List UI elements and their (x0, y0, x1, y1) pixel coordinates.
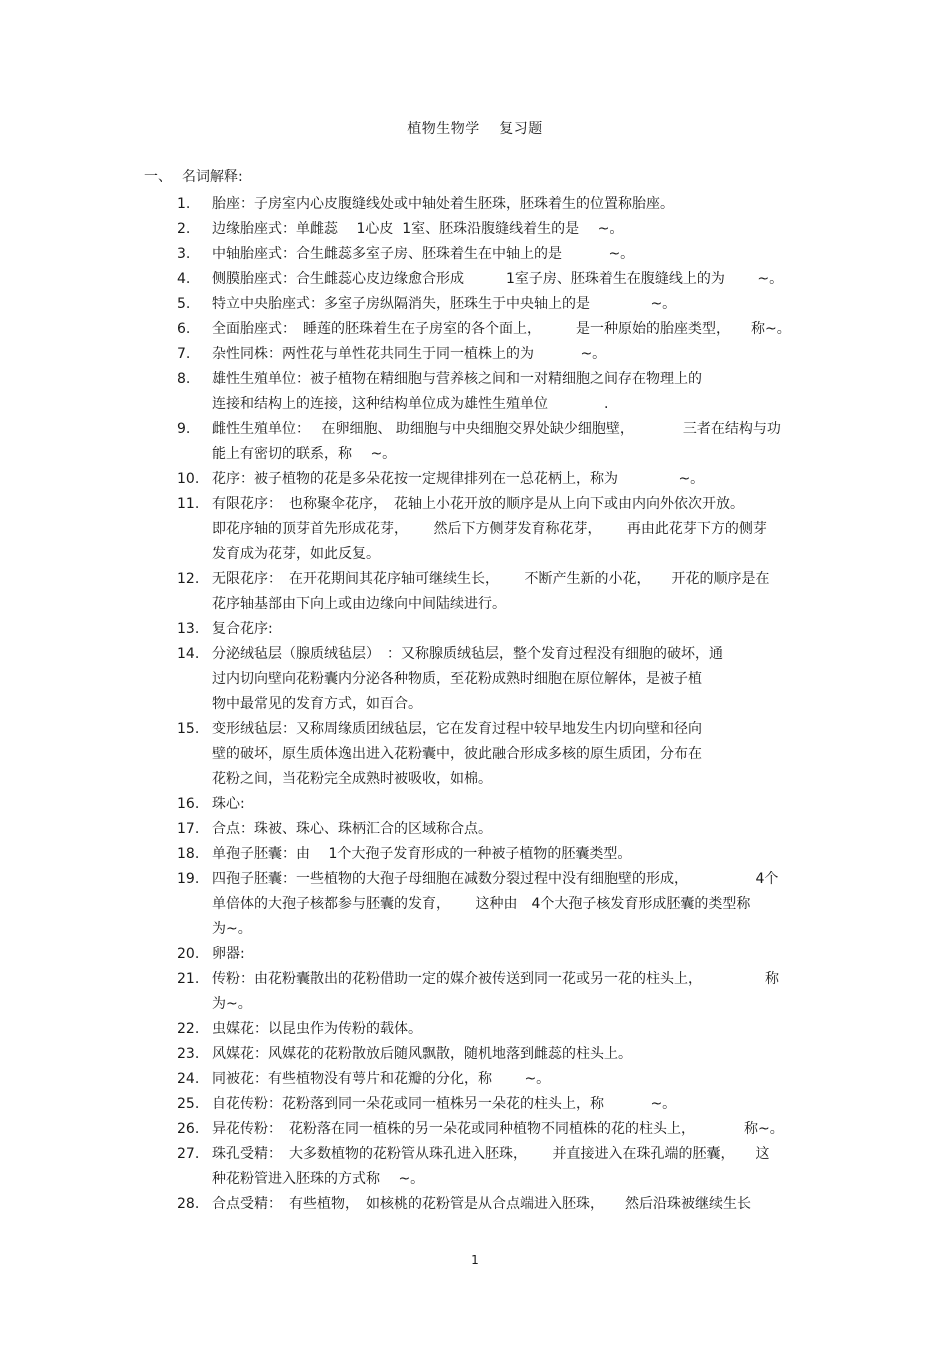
item-text (212, 367, 812, 417)
item-text-line: 四孢子胚囊：一些植物的大孢子母细胞在减数分裂过程中没有细胞壁的形成， 4个 (212, 871, 779, 887)
item-text (212, 642, 812, 717)
item-number: 27. (177, 1146, 200, 1162)
item-text (212, 1017, 812, 1042)
list-item (0, 867, 950, 942)
list-item (0, 642, 950, 717)
term-list (0, 192, 950, 1217)
item-text-line: 无限花序： 在开花期间其花序轴可继续生长， 不断产生新的小花， 开花的顺序是在 (212, 571, 770, 587)
item-text-line: 单倍体的大孢子核都参与胚囊的发育， 这种由 4个大孢子核发育形成胚囊的类型称 (212, 896, 751, 912)
page-number: 1 (471, 1253, 479, 1267)
item-number: 4. (177, 271, 191, 287)
item-text-line: 单孢子胚囊：由 1个大孢子发育形成的一种被子植物的胚囊类型。 (212, 846, 632, 862)
item-text (212, 317, 812, 342)
item-text (212, 567, 812, 617)
item-text-line: 自花传粉：花粉落到同一朵花或同一植株另一朵花的柱头上，称 ~。 (212, 1096, 677, 1112)
item-text (212, 817, 812, 842)
item-text-line: 雄性生殖单位：被子植物在精细胞与营养核之间和一对精细胞之间存在物理上的 (212, 371, 702, 387)
item-number: 8. (177, 371, 191, 387)
item-text (212, 792, 812, 817)
list-item (0, 567, 950, 617)
item-text (212, 267, 812, 292)
item-text-line: 卵器: (212, 946, 245, 962)
item-number: 23. (177, 1046, 200, 1062)
item-text (212, 417, 812, 467)
item-text-line: 为~。 (212, 996, 252, 1012)
list-item (0, 817, 950, 842)
item-number: 1. (177, 196, 191, 212)
item-text-line: 中轴胎座式：合生雌蕊多室子房、胚珠着生在中轴上的是 ~。 (212, 246, 635, 262)
list-item (0, 617, 950, 642)
item-text-line: 壁的破坏，原生质体逸出进入花粉囊中，彼此融合形成多核的原生质团，分布在 (212, 746, 702, 762)
item-number: 15. (177, 721, 200, 737)
item-text-line: 分泌绒毡层（腺质绒毡层） ：又称腺质绒毡层，整个发育过程没有细胞的破坏，通 (212, 646, 723, 662)
list-item (0, 1092, 950, 1117)
item-text-line: 种花粉管进入胚珠的方式称 ~。 (212, 1171, 425, 1187)
item-number: 10. (177, 471, 200, 487)
item-text-line: 连接和结构上的连接，这种结构单位成为雄性生殖单位 . (212, 396, 609, 412)
item-number: 6. (177, 321, 191, 337)
item-text-line: 侧膜胎座式：合生雌蕊心皮边缘愈合形成 1室子房、胚珠着生在腹缝线上的为 ~。 (212, 271, 784, 287)
item-text-line: 发育成为花芽，如此反复。 (212, 546, 380, 562)
item-number: 9. (177, 421, 191, 437)
item-text (212, 1142, 812, 1192)
list-item (0, 467, 950, 492)
item-text (212, 342, 812, 367)
item-text-line: 有限花序： 也称聚伞花序， 花轴上小花开放的顺序是从上向下或由内向外依次开放。 (212, 496, 744, 512)
item-text-line: 过内切向壁向花粉囊内分泌各种物质，至花粉成熟时细胞在原位解体，是被子植 (212, 671, 702, 687)
list-item (0, 192, 950, 217)
item-text-line: 为~。 (212, 921, 252, 937)
list-item (0, 717, 950, 792)
item-text-line: 传粉：由花粉囊散出的花粉借助一定的媒介被传送到同一花或另一花的柱头上， 称 (212, 971, 779, 987)
item-text (212, 1042, 812, 1067)
document-title: 植物生物学 复习题 (407, 121, 543, 137)
list-item (0, 317, 950, 342)
list-item (0, 1192, 950, 1217)
item-text (212, 217, 812, 242)
item-number: 28. (177, 1196, 200, 1212)
item-text-line: 花序轴基部由下向上或由边缘向中间陆续进行。 (212, 596, 506, 612)
section-heading (144, 167, 243, 187)
item-text (212, 492, 812, 567)
item-number: 17. (177, 821, 200, 837)
list-item (0, 942, 950, 967)
item-text (212, 1067, 812, 1092)
item-text-line: 合点受精： 有些植物， 如核桃的花粉管是从合点端进入胚珠， 然后沿珠被继续生长 (212, 1196, 751, 1212)
item-number: 25. (177, 1096, 200, 1112)
item-number: 13. (177, 621, 200, 637)
item-text-line: 同被花：有些植物没有萼片和花瓣的分化，称 ~。 (212, 1071, 551, 1087)
list-item (0, 1017, 950, 1042)
list-item (0, 1142, 950, 1192)
item-text (212, 717, 812, 792)
item-text-line: 变形绒毡层：又称周缘质团绒毡层，它在发育过程中较早地发生内切向壁和径向 (212, 721, 702, 737)
item-text-line: 杂性同株：两性花与单性花共同生于同一植株上的为 ~。 (212, 346, 607, 362)
item-text (212, 942, 812, 967)
item-text-line: 全面胎座式： 睡莲的胚珠着生在子房室的各个面上， 是一种原始的胎座类型， 称~。 (212, 321, 791, 337)
item-number: 12. (177, 571, 200, 587)
list-item (0, 492, 950, 567)
list-item (0, 342, 950, 367)
list-item (0, 367, 950, 417)
item-number: 11. (177, 496, 200, 512)
list-item (0, 267, 950, 292)
item-number: 16. (177, 796, 200, 812)
list-item (0, 242, 950, 267)
item-text-line: 物中最常见的发育方式，如百合。 (212, 696, 422, 712)
item-text-line: 特立中央胎座式：多室子房纵隔消失，胚珠生于中央轴上的是 ~。 (212, 296, 677, 312)
item-text-line: 能上有密切的联系，称 ~。 (212, 446, 397, 462)
list-item (0, 1117, 950, 1142)
item-number: 3. (177, 246, 191, 262)
item-text-line: 虫媒花：以昆虫作为传粉的载体。 (212, 1021, 422, 1037)
item-number: 18. (177, 846, 200, 862)
item-text (212, 292, 812, 317)
item-number: 2. (177, 221, 191, 237)
item-number: 7. (177, 346, 191, 362)
item-text (212, 617, 812, 642)
list-item (0, 792, 950, 817)
list-item (0, 1067, 950, 1092)
section-title: 名词解释: (182, 169, 243, 185)
item-text-line: 胎座：子房室内心皮腹缝线处或中轴处着生胚珠，胚珠着生的位置称胎座。 (212, 196, 674, 212)
list-item (0, 292, 950, 317)
item-text-line: 珠孔受精： 大多数植物的花粉管从珠孔进入胚珠， 并直接进入在珠孔端的胚囊， 这 (212, 1146, 770, 1162)
item-text (212, 242, 812, 267)
item-text (212, 467, 812, 492)
item-number: 5. (177, 296, 191, 312)
item-number: 26. (177, 1121, 200, 1137)
item-text (212, 842, 812, 867)
list-item (0, 1042, 950, 1067)
item-number: 14. (177, 646, 200, 662)
item-text-line: 雌性生殖单位： 在卵细胞、 助细胞与中央细胞交界处缺少细胞壁， 三者在结构与功 (212, 421, 781, 437)
item-text-line: 合点：珠被、珠心、珠柄汇合的区域称合点。 (212, 821, 492, 837)
item-text (212, 1192, 812, 1217)
item-text (212, 1092, 812, 1117)
item-text-line: 异花传粉： 花粉落在同一植株的另一朵花或同种植物不同植株的花的柱头上， 称~。 (212, 1121, 784, 1137)
item-text (212, 192, 812, 217)
item-number: 22. (177, 1021, 200, 1037)
item-text (212, 1117, 812, 1142)
item-text-line: 珠心: (212, 796, 245, 812)
item-text-line: 即花序轴的顶芽首先形成花芽， 然后下方侧芽发育称花芽， 再由此花芽下方的侧芽 (212, 521, 767, 537)
item-number: 21. (177, 971, 200, 987)
item-number: 24. (177, 1071, 200, 1087)
list-item (0, 967, 950, 1017)
list-item (0, 217, 950, 242)
item-number: 20. (177, 946, 200, 962)
item-text-line: 复合花序: (212, 621, 273, 637)
item-text-line: 边缘胎座式：单雌蕊 1心皮 1室、胚珠沿腹缝线着生的是 ~。 (212, 221, 624, 237)
section-number: 一、 (144, 169, 172, 185)
item-number: 19. (177, 871, 200, 887)
list-item (0, 842, 950, 867)
item-text-line: 花序：被子植物的花是多朵花按一定规律排列在一总花柄上，称为 ~。 (212, 471, 705, 487)
list-item (0, 417, 950, 467)
item-text (212, 967, 812, 1017)
item-text (212, 867, 812, 942)
item-text-line: 风媒花：风媒花的花粉散放后随风飘散，随机地落到雌蕊的柱头上。 (212, 1046, 632, 1062)
item-text-line: 花粉之间，当花粉完全成熟时被吸收，如棉。 (212, 771, 492, 787)
